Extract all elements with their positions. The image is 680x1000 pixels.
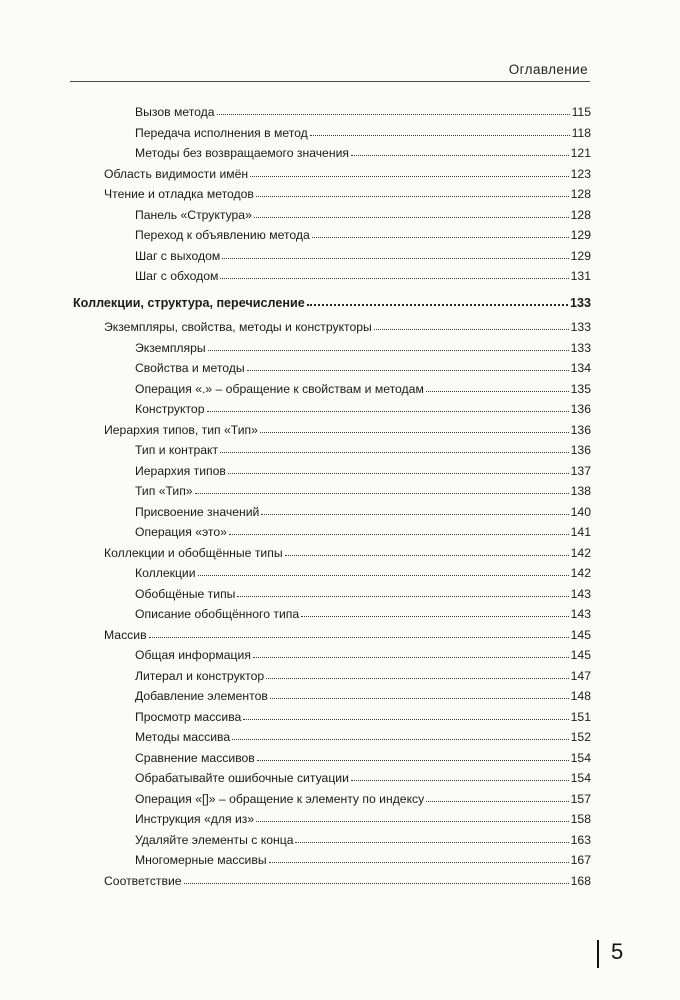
toc-subsection bbox=[135, 563, 591, 583]
toc-entry-page: 158 bbox=[570, 812, 591, 826]
toc-subsection bbox=[135, 266, 591, 286]
toc-subsection bbox=[135, 502, 591, 522]
toc-subsection bbox=[135, 850, 591, 870]
toc-entry-title: Экземпляры, свойства, методы и конструкторы bbox=[104, 320, 372, 334]
toc-entry-title: Чтение и отладка методов bbox=[104, 187, 254, 201]
toc-subsection bbox=[135, 143, 591, 163]
toc-section bbox=[104, 184, 591, 204]
toc-section bbox=[104, 625, 591, 645]
dot-leader bbox=[266, 675, 569, 679]
toc-subsection bbox=[135, 379, 591, 399]
toc-entry-page: 157 bbox=[570, 791, 591, 806]
dot-leader bbox=[250, 173, 569, 177]
toc-subsection bbox=[135, 686, 591, 706]
toc-entry-page: 142 bbox=[570, 566, 591, 580]
dot-leader bbox=[351, 777, 569, 781]
page-number-divider bbox=[597, 940, 599, 968]
toc-section bbox=[104, 543, 591, 563]
toc-entry-page: 115 bbox=[571, 105, 591, 119]
toc-subsection bbox=[135, 440, 591, 460]
toc-entry-title: Обрабатывайте ошибочные ситуации bbox=[135, 771, 349, 785]
dot-leader bbox=[301, 613, 569, 617]
toc-entry-title: Коллекции, структура, перечисление bbox=[73, 295, 305, 310]
toc-subsection bbox=[135, 461, 591, 481]
dot-leader bbox=[232, 736, 569, 740]
dot-leader bbox=[269, 859, 569, 863]
dot-leader bbox=[312, 234, 569, 238]
toc-subsection bbox=[135, 666, 591, 686]
toc-entry-page: 134 bbox=[570, 361, 591, 375]
toc-subsection bbox=[135, 604, 591, 624]
toc-entry-title: Обобщёные типы bbox=[135, 586, 236, 601]
toc-entry-title: Конструктор bbox=[135, 402, 205, 416]
dot-leader bbox=[228, 470, 569, 474]
dot-leader bbox=[310, 132, 570, 136]
toc-entry-page: 152 bbox=[570, 730, 591, 744]
dot-leader bbox=[184, 880, 569, 884]
toc-entry-page: 129 bbox=[570, 248, 591, 263]
toc-entry-page: 140 bbox=[570, 504, 591, 519]
toc-subsection bbox=[135, 481, 591, 501]
dot-leader bbox=[243, 716, 568, 720]
toc-subsection bbox=[135, 830, 591, 850]
dot-leader bbox=[253, 654, 569, 658]
toc-entry-title: Коллекции и обобщённые типы bbox=[104, 545, 283, 560]
toc-entry-page: 145 bbox=[570, 627, 591, 642]
toc-entry-page: 136 bbox=[570, 402, 591, 416]
toc-entry-title: Экземпляры bbox=[135, 340, 206, 355]
dot-leader bbox=[247, 367, 569, 371]
toc-entry-title: Вызов метода bbox=[135, 105, 215, 119]
toc-entry-page: 147 bbox=[570, 668, 591, 683]
dot-leader bbox=[207, 408, 569, 412]
dot-leader bbox=[257, 757, 569, 761]
toc-subsection bbox=[135, 748, 591, 768]
toc-subsection bbox=[135, 645, 591, 665]
dot-leader bbox=[220, 275, 568, 279]
toc-subsection bbox=[135, 707, 591, 727]
dot-leader bbox=[217, 111, 570, 115]
toc-entry-title: Методы массива bbox=[135, 730, 231, 744]
toc-entry-title: Соответствие bbox=[104, 873, 182, 888]
toc-entry-page: 133 bbox=[569, 295, 591, 310]
toc-entry-page: 133 bbox=[570, 340, 591, 355]
toc-entry-title: Шаг с выходом bbox=[135, 248, 221, 263]
toc-subsection bbox=[135, 727, 591, 747]
toc-entry-page: 154 bbox=[570, 771, 591, 785]
dot-leader bbox=[307, 301, 568, 306]
dot-leader bbox=[261, 511, 568, 515]
dot-leader bbox=[220, 449, 569, 453]
dot-leader bbox=[198, 572, 569, 576]
dot-leader bbox=[260, 429, 569, 433]
toc-subsection bbox=[135, 809, 591, 829]
toc-entry-title: Область видимости имён bbox=[104, 166, 249, 181]
toc-entry-title: Массив bbox=[104, 627, 147, 642]
toc-entry-title: Панель «Структура» bbox=[135, 207, 252, 222]
toc-entry-title: Многомерные массивы bbox=[135, 853, 267, 867]
dot-leader bbox=[237, 593, 568, 597]
toc-entry-page: 128 bbox=[570, 187, 591, 201]
toc-entry-title: Передача исполнения в метод bbox=[135, 125, 308, 140]
page-number: 5 bbox=[611, 939, 624, 964]
dot-leader bbox=[256, 193, 569, 197]
toc-entry-title: Методы без возвращаемого значения bbox=[135, 146, 349, 160]
toc-entry-page: 118 bbox=[571, 125, 591, 140]
toc-entry-page: 128 bbox=[570, 207, 591, 222]
toc-entry-title: Сравнение массивов bbox=[135, 750, 255, 765]
dot-leader bbox=[285, 552, 569, 556]
dot-leader bbox=[149, 634, 569, 638]
dot-leader bbox=[374, 326, 569, 330]
toc-entry-title: Инструкция «для из» bbox=[135, 812, 255, 826]
toc-entry-page: 136 bbox=[570, 443, 591, 457]
toc-subsection bbox=[135, 102, 591, 122]
dot-leader bbox=[229, 531, 569, 535]
toc-entry-page: 167 bbox=[570, 853, 591, 867]
toc-entry-page: 137 bbox=[570, 463, 591, 478]
toc-entry-page: 154 bbox=[570, 750, 591, 765]
toc-subsection bbox=[135, 358, 591, 378]
dot-leader bbox=[351, 152, 569, 156]
toc-entry-page: 148 bbox=[570, 689, 591, 703]
toc-subsection bbox=[135, 522, 591, 542]
toc-section bbox=[104, 871, 591, 891]
toc-subsection bbox=[135, 246, 591, 266]
dot-leader bbox=[426, 798, 568, 802]
toc-entry-page: 151 bbox=[570, 709, 591, 724]
toc-entry-title: Тип и контракт bbox=[135, 443, 219, 457]
toc-entry-page: 138 bbox=[570, 484, 591, 498]
toc-entry-page: 141 bbox=[570, 525, 591, 539]
toc-subsection bbox=[135, 399, 591, 419]
dot-leader bbox=[426, 388, 569, 392]
toc-entry-title: Добавление элементов bbox=[135, 689, 268, 703]
toc-entry-title: Шаг с обходом bbox=[135, 269, 219, 283]
toc-entry-title: Тип «Тип» bbox=[135, 484, 193, 498]
toc-section bbox=[104, 164, 591, 184]
toc-subsection bbox=[135, 789, 591, 809]
toc-entry-title: Коллекции bbox=[135, 566, 196, 580]
dot-leader bbox=[222, 255, 568, 259]
toc-entry-title: Операция «[]» – обращение к элементу по индексу bbox=[135, 791, 425, 806]
toc-entry-title: Иерархия типов bbox=[135, 463, 226, 478]
toc-subsection bbox=[135, 123, 591, 143]
dot-leader bbox=[195, 490, 569, 494]
dot-leader bbox=[208, 347, 569, 351]
toc-subsection bbox=[135, 225, 591, 245]
toc-entry-title: Свойства и методы bbox=[135, 361, 245, 375]
toc-entry-page: 136 bbox=[570, 422, 591, 437]
toc-entry-title: Иерархия типов, тип «Тип» bbox=[104, 422, 258, 437]
header-rule bbox=[70, 81, 590, 82]
toc-entry-page: 123 bbox=[570, 166, 591, 181]
toc-entry-page: 142 bbox=[570, 545, 591, 560]
toc-subsection bbox=[135, 338, 591, 358]
toc-entry-page: 121 bbox=[570, 146, 591, 160]
toc-subsection bbox=[135, 584, 591, 604]
dot-leader bbox=[254, 214, 569, 218]
dot-leader bbox=[295, 839, 568, 843]
toc-entry-page: 163 bbox=[570, 832, 591, 847]
toc-entry-page: 143 bbox=[570, 586, 591, 601]
toc-entry-title: Операция «.» – обращение к свойствам и методам bbox=[135, 381, 424, 396]
toc-entry-page: 129 bbox=[570, 228, 591, 242]
toc-entry-title: Описание обобщённого типа bbox=[135, 607, 300, 621]
toc-section bbox=[104, 420, 591, 440]
toc-entry-page: 168 bbox=[570, 873, 591, 888]
toc-entry-page: 133 bbox=[570, 320, 591, 334]
toc-section bbox=[104, 317, 591, 337]
toc-entry-title: Переход к объявлению метода bbox=[135, 228, 310, 242]
toc-entry-page: 145 bbox=[570, 648, 591, 662]
dot-leader bbox=[256, 818, 568, 822]
toc-entry-title: Присвоение значений bbox=[135, 504, 260, 519]
toc-entry-page: 131 bbox=[570, 269, 591, 283]
toc-entry-title: Просмотр массива bbox=[135, 709, 242, 724]
toc-subsection bbox=[135, 768, 591, 788]
header-title: Оглавление bbox=[508, 62, 588, 77]
toc-entry-title: Общая информация bbox=[135, 648, 251, 662]
toc-entry-title: Операция «это» bbox=[135, 525, 227, 539]
toc-entry-title: Удаляйте элементы с конца bbox=[135, 832, 294, 847]
toc-subsection bbox=[135, 205, 591, 225]
toc-entry-page: 135 bbox=[570, 381, 591, 396]
toc-chapter bbox=[73, 293, 591, 313]
toc-entry-title: Литерал и конструктор bbox=[135, 668, 265, 683]
dot-leader bbox=[270, 695, 569, 699]
toc-entry-page: 143 bbox=[570, 607, 591, 621]
